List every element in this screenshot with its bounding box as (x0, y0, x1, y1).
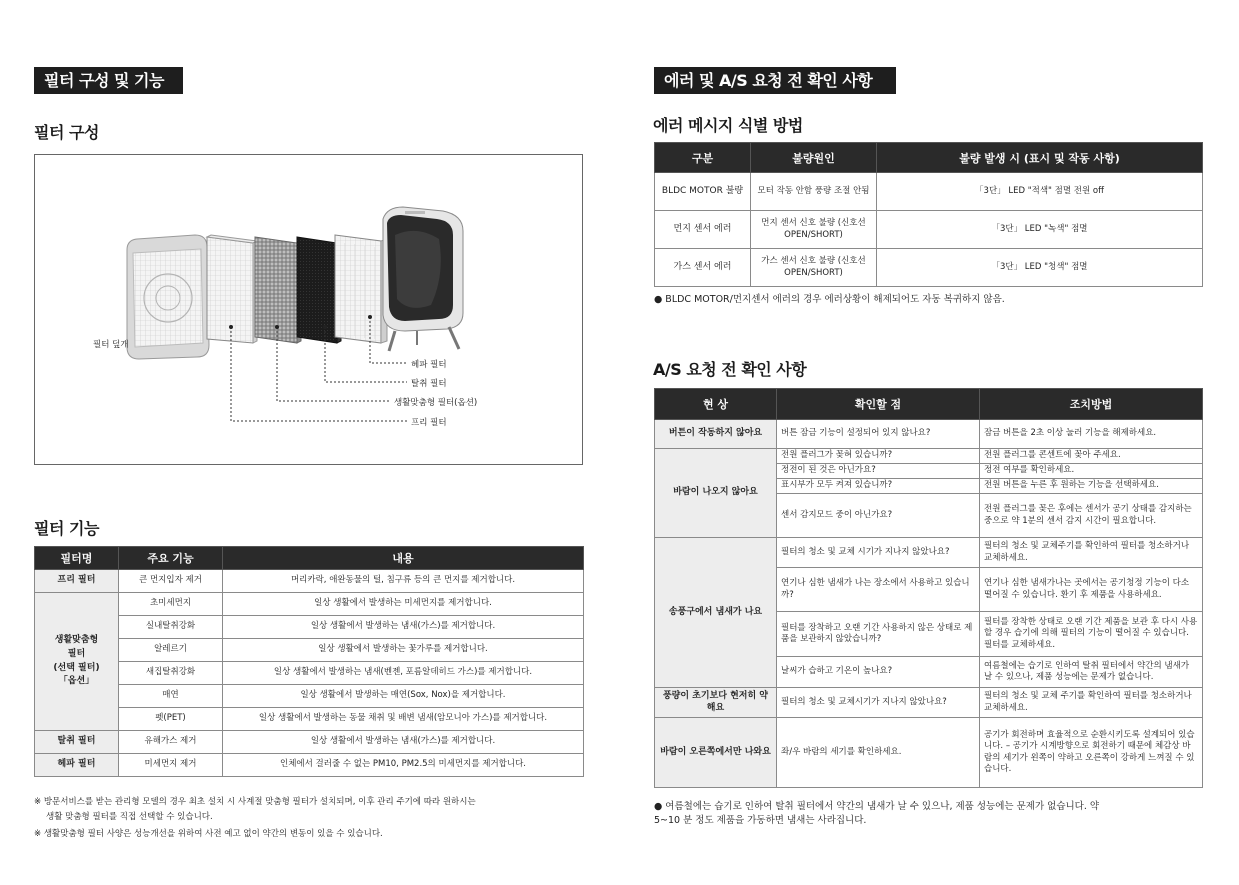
label-custom: 생활맞춤형 필터(옵션) (394, 398, 478, 408)
section-title-filter: 필터 구성 및 기능 (34, 67, 183, 94)
action-cell: 전원 플러그를 콘센트에 꽂아 주세요. (980, 449, 1203, 464)
error-type: 먼지 센서 에러 (655, 211, 751, 249)
error-cause: 모터 작동 안함 풍량 조절 안됨 (751, 173, 877, 211)
action-cell: 연기나 심한 냄새가나는 곳에서는 공기청정 기능이 다소 떨어질 수 있습니다. 환기 후 제품을 사용하세요. (980, 568, 1203, 612)
action-cell: 전원 플러그를 꽂은 후에는 센서가 공기 상태를 감지하는 중으로 약 1분의 센서 감지 시간이 필요합니다. (980, 494, 1203, 538)
col-header-symptom: 현 상 (655, 389, 777, 420)
check-cell: 좌/우 바람의 세기를 확인하세요. (777, 718, 980, 788)
col-header-func: 주요 기능 (119, 547, 223, 570)
filter-note: ※ 방문서비스를 받는 관리형 모델의 경우 최초 설치 시 사계절 맞춤형 필터가 설치되며, 이후 관리 주기에 따라 원하시는 (34, 797, 476, 807)
check-cell: 전원 플러그가 꽂혀 있습니까? (777, 449, 980, 464)
row-desc: 일상 생활에서 발생하는 냄새(가스)를 제거합니다. (223, 616, 584, 639)
check-cell: 센서 감지모드 중이 아닌가요? (777, 494, 980, 538)
filter-cover (127, 235, 209, 359)
error-display: 「3단」 LED "적색" 점멸 전원 off (877, 173, 1203, 211)
row-desc: 머리카락, 애완동물의 털, 침구류 등의 큰 먼지를 제거합니다. (223, 570, 584, 593)
custom-label-line: 「옵션」 (58, 676, 95, 687)
symptom-weak: 풍량이 초기보다 현저히 약해요 (655, 688, 777, 718)
filter-note: 생활 맞춤형 필터를 직접 선택할 수 있습니다. (46, 812, 213, 822)
error-title: 에러 메시지 식별 방법 (653, 116, 803, 135)
row-name-custom (35, 593, 119, 731)
row-func: 알레르기 (119, 639, 223, 662)
purifier-body (383, 207, 463, 351)
custom-label-line: 생활맞춤형 (54, 634, 99, 645)
filter-function-table (34, 546, 584, 777)
custom-label-line: (선택 필터) (53, 662, 100, 673)
filter-exploded-illustration (35, 155, 582, 464)
check-cell: 연기나 심한 냄새가 나는 장소에서 사용하고 있습니까? (777, 568, 980, 612)
row-desc: 인체에서 걸러줄 수 없는 PM10, PM2.5의 미세먼지를 제거합니다. (223, 754, 584, 777)
symptom-no-wind: 바람이 나오지 않아요 (655, 449, 777, 538)
action-cell: 전원 버튼을 누른 후 원하는 기능을 선택하세요. (980, 479, 1203, 494)
as-title: A/S 요청 전 확인 사항 (653, 360, 807, 379)
error-note: ● BLDC MOTOR/먼지센서 에러의 경우 에러상황이 해제되어도 자동 복귀하지 않음. (654, 294, 1005, 305)
row-desc: 일상 생활에서 발생하는 동물 채취 및 배변 냄새(암모니아 가스)를 제거합니다. (223, 708, 584, 731)
check-cell: 필터의 청소 및 교체시기가 지나지 않았나요? (777, 688, 980, 718)
error-cause: 먼지 센서 신호 불량 (신호선 OPEN/SHORT) (751, 211, 877, 249)
row-name-hepa: 헤파 필터 (35, 754, 119, 777)
action-cell: 필터의 청소 및 교체주기를 확인하여 필터를 청소하거나 교체하세요. (980, 538, 1203, 568)
row-func: 미세먼지 제거 (119, 754, 223, 777)
error-type: BLDC MOTOR 불량 (655, 173, 751, 211)
label-cover: 필터 덮개 (93, 340, 129, 350)
symptom-button: 버튼이 작동하지 않아요 (655, 420, 777, 449)
action-cell: 필터를 장착한 상태로 오랜 기간 제품을 보관 후 다시 사용할 경우 습기에 의해 필터의 기능이 떨어질 수 있습니다. 필터를 교체하세요. (980, 612, 1203, 657)
filter-exploded-figure (34, 154, 583, 465)
row-func: 새집탈취강화 (119, 662, 223, 685)
col-header-cause: 불량원인 (751, 143, 877, 173)
action-cell: 필터의 청소 및 교체 주기를 확인하여 필터를 청소하거나 교체하세요. (980, 688, 1203, 718)
action-cell: 여름철에는 습기로 인하여 탈취 필터에서 약간의 냄새가 날 수 있으나, 제품 성능에는 문제가 없습니다. (980, 657, 1203, 688)
row-func: 큰 먼지입자 제거 (119, 570, 223, 593)
composition-title: 필터 구성 (34, 123, 99, 142)
col-header-display: 불량 발생 시 (표시 및 작동 사항) (877, 143, 1203, 173)
check-cell: 표시부가 모두 켜져 있습니까? (777, 479, 980, 494)
check-cell: 필터의 청소 및 교체 시기가 지나지 않았나요? (777, 538, 980, 568)
error-table (654, 142, 1203, 287)
custom-label-line: 필터 (67, 648, 86, 659)
col-header-desc: 내용 (223, 547, 584, 570)
label-hepa: 헤파 필터 (411, 360, 447, 370)
row-name-deodor: 탈취 필터 (35, 731, 119, 754)
check-cell: 정전이 된 것은 아닌가요? (777, 464, 980, 479)
action-cell: 정전 여부를 확인하세요. (980, 464, 1203, 479)
row-desc: 일상 생활에서 발생하는 꽃가루를 제거합니다. (223, 639, 584, 662)
row-func: 실내탈취강화 (119, 616, 223, 639)
as-table (654, 388, 1203, 788)
deodor-filter (297, 237, 341, 343)
filter-note: ※ 생활맞춤형 필터 사양은 성능개선을 위하여 사전 예고 없이 약간의 변동이 있을 수 있습니다. (34, 829, 383, 839)
error-display: 「3단」 LED "청색" 점멸 (877, 249, 1203, 287)
row-desc: 일상 생활에서 발생하는 냄새(벤젠, 포름알데히드 가스)를 제거합니다. (223, 662, 584, 685)
as-note: ● 여름철에는 습기로 인하여 탈취 필터에서 약간의 냄새가 날 수 있으나, 제품 성능에는 문제가 없습니다. 약 5~10 분 정도 제품을 가동하면 냄새는 사라집니다. (654, 801, 1100, 826)
row-func: 초미세먼지 (119, 593, 223, 616)
check-cell: 버튼 잠금 기능이 설정되어 있지 않나요? (777, 420, 980, 449)
hepa-filter (335, 235, 387, 343)
function-title: 필터 기능 (34, 519, 99, 538)
col-header-action: 조치방법 (980, 389, 1203, 420)
row-name-pre: 프리 필터 (35, 570, 119, 593)
action-cell: 잠금 버튼을 2초 이상 눌러 기능을 해제하세요. (980, 420, 1203, 449)
col-header-name: 필터명 (35, 547, 119, 570)
col-header-type: 구분 (655, 143, 751, 173)
error-type: 가스 센서 에러 (655, 249, 751, 287)
row-desc: 일상 생활에서 발생하는 매연(Sox, Nox)을 제거합니다. (223, 685, 584, 708)
symptom-smell: 송풍구에서 냄새가 나요 (655, 538, 777, 688)
row-desc: 일상 생활에서 발생하는 냄새(가스)를 제거합니다. (223, 731, 584, 754)
action-cell: 공기가 회전하며 효율적으로 순환시키도록 설계되어 있습니다. – 공기가 시계방향으로 회전하기 때문에 체감상 바람의 세기가 왼쪽이 약하고 오른쪽이 강하게 느껴질 수 있습니다. (980, 718, 1203, 788)
symptom-one-side: 바람이 오른쪽에서만 나와요 (655, 718, 777, 788)
col-header-check: 확인할 점 (777, 389, 980, 420)
row-func: 펫(PET) (119, 708, 223, 731)
row-func: 유해가스 제거 (119, 731, 223, 754)
check-cell: 필터를 장착하고 오랜 기간 사용하지 않은 상태로 제품을 보관하지 않았습니까? (777, 612, 980, 657)
section-title-error: 에러 및 A/S 요청 전 확인 사항 (654, 67, 896, 94)
row-desc: 일상 생활에서 발생하는 미세먼지를 제거합니다. (223, 593, 584, 616)
row-func: 매연 (119, 685, 223, 708)
label-pre: 프리 필터 (411, 418, 447, 428)
error-cause: 가스 센서 신호 불량 (신호선 OPEN/SHORT) (751, 249, 877, 287)
label-deodor: 탈취 필터 (411, 379, 447, 389)
error-display: 「3단」 LED "녹색" 점멸 (877, 211, 1203, 249)
check-cell: 날씨가 습하고 기온이 높나요? (777, 657, 980, 688)
